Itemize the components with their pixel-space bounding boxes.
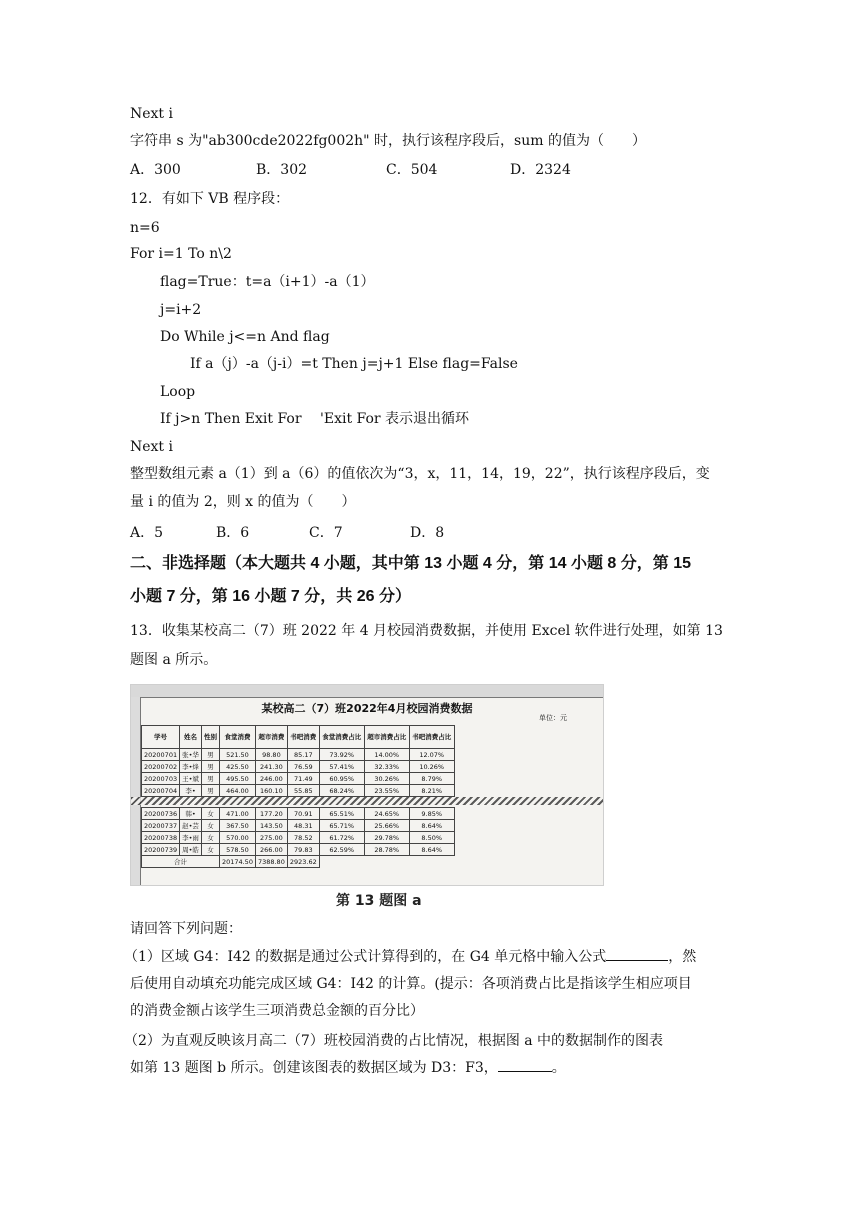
code-line: Do While j<=n And flag: [160, 329, 330, 345]
table-cell: 赵•芸: [180, 820, 202, 832]
table-cell: 143.50: [255, 820, 287, 832]
table-cell: 男: [201, 785, 219, 797]
table-cell: 425.50: [219, 761, 255, 773]
answer-blank-1[interactable]: [606, 946, 668, 961]
header-cell: 书吧消费占比: [409, 726, 454, 749]
table-cell: 367.50: [219, 820, 255, 832]
table-row: [142, 820, 455, 832]
table-cell: 20200739: [142, 844, 180, 856]
part-2-text: 如第 13 题图 b 所示。创建该图表的数据区域为 D3：F3，: [130, 1060, 498, 1076]
header-cell: 超市消费占比: [364, 726, 409, 749]
q12-option-a: A．5: [130, 525, 164, 541]
header-row: [142, 726, 455, 749]
part-1-text: （1）区域 G4：I42 的数据是通过公式计算得到的，在 G4 单元格中输入公式: [124, 949, 607, 965]
table-row: [142, 832, 455, 844]
total-cell: 2923.62: [287, 856, 319, 868]
code-line: Next i: [130, 439, 173, 455]
q12-stem-line1: 整型数组元素 a（1）到 a（6）的值依次为“3，x，11，14，19，22”，执行该程序段后，变: [130, 466, 710, 482]
q11-option-a: A．300: [130, 162, 181, 178]
table-cell: 65.71%: [319, 820, 364, 832]
part-2-text: （2）为直观反映该月高二（7）班校园消费的占比情况，根据图 a 中的数据制作的图表: [124, 1033, 664, 1049]
spreadsheet-figure: [130, 684, 604, 886]
q11-option-c: C．504: [386, 162, 438, 178]
code-line: If a（j）-a（j-i）=t Then j=j+1 Else flag=False: [190, 356, 518, 372]
header-cell: 超市消费: [255, 726, 287, 749]
table-cell: 20200738: [142, 832, 180, 844]
sheet-title: 某校高二（7）班2022年4月校园消费数据: [261, 702, 473, 715]
header-cell: 食堂消费: [219, 726, 255, 749]
table-cell: 女: [201, 832, 219, 844]
table-row: [142, 761, 455, 773]
q11-option-d: D．2324: [510, 162, 571, 178]
table-cell: 578.50: [219, 844, 255, 856]
table-cell: 98.80: [255, 749, 287, 761]
table-cell: 25.66%: [364, 820, 409, 832]
table-cell: 521.50: [219, 749, 255, 761]
table-cell: 12.07%: [409, 749, 454, 761]
table-cell: 68.24%: [319, 785, 364, 797]
table-cell: 28.78%: [364, 844, 409, 856]
table-cell: 8.50%: [409, 832, 454, 844]
table-cell: 8.64%: [409, 820, 454, 832]
total-cell: 20174.50: [219, 856, 255, 868]
figure-caption: 第 13 题图 a: [336, 893, 422, 909]
table-cell: 李•: [180, 785, 202, 797]
table-cell: 9.85%: [409, 808, 454, 820]
table-cell: 8.64%: [409, 844, 454, 856]
table-cell: 76.59: [287, 761, 319, 773]
table-cell: 韩•: [180, 808, 202, 820]
table-cell: 65.51%: [319, 808, 364, 820]
q12-option-b: B．6: [216, 525, 250, 541]
torn-edge: [131, 797, 603, 805]
code-line: j=i+2: [160, 302, 202, 318]
total-row: [142, 856, 455, 868]
q12-option-c: C．7: [309, 525, 343, 541]
answer-blank-2[interactable]: [498, 1057, 552, 1072]
table-cell: 20200703: [142, 773, 180, 785]
table-cell: 20200702: [142, 761, 180, 773]
table-cell: 29.78%: [364, 832, 409, 844]
header-cell: 学号: [142, 726, 180, 749]
table-cell: 73.92%: [319, 749, 364, 761]
table-cell: 李•雨: [180, 832, 202, 844]
table-cell: 160.10: [255, 785, 287, 797]
part-1-text: 后使用自动填充功能完成区域 G4：I42 的计算。(提示：各项消费占比是指该学生相应项目: [130, 976, 692, 992]
table-cell: 张•华: [180, 749, 202, 761]
table-cell: 14.00%: [364, 749, 409, 761]
table-cell: 177.20: [255, 808, 287, 820]
code-line: n=6: [130, 220, 160, 236]
table-cell: 20200704: [142, 785, 180, 797]
table-cell: 275.00: [255, 832, 287, 844]
table-cell: 男: [201, 761, 219, 773]
q11-option-b: B．302: [256, 162, 308, 178]
q11-options: [130, 160, 571, 180]
table-cell: 570.00: [219, 832, 255, 844]
part-2-text: 。: [551, 1060, 566, 1076]
table-cell: 23.55%: [364, 785, 409, 797]
table-cell: 464.00: [219, 785, 255, 797]
section-heading-line1: 二、非选择题（本大题共 4 小题，其中第 13 小题 4 分，第 14 小题 8 分，第 15: [130, 555, 691, 572]
table-cell: 78.52: [287, 832, 319, 844]
code-line: flag=True：t=a（i+1）-a（1）: [160, 274, 375, 290]
table-cell: 8.79%: [409, 773, 454, 785]
q12-title: 12．有如下 VB 程序段：: [130, 191, 290, 207]
total-label: 合计: [142, 856, 220, 868]
header-cell: 性别: [201, 726, 219, 749]
part-1-text: 的消费金额占该学生三项消费总金额的百分比）: [130, 1003, 424, 1019]
table-row: [142, 785, 455, 797]
table-cell: 241.30: [255, 761, 287, 773]
instruction: 请回答下列问题：: [130, 921, 242, 937]
code-line: For i=1 To n\2: [130, 246, 232, 262]
row-header-bar: [131, 697, 141, 885]
table-cell: 85.17: [287, 749, 319, 761]
part-2: [124, 1028, 730, 1082]
q12-option-d: D．8: [410, 525, 445, 541]
table-cell: 48.31: [287, 820, 319, 832]
table-row: [142, 808, 455, 820]
table-cell: 266.00: [255, 844, 287, 856]
table-cell: 10.26%: [409, 761, 454, 773]
table-cell: 61.72%: [319, 832, 364, 844]
table-cell: 24.65%: [364, 808, 409, 820]
code-comment: 'Exit For 表示退出循环: [320, 411, 470, 427]
table-cell: 246.00: [255, 773, 287, 785]
header-cell: 书吧消费: [287, 726, 319, 749]
total-cell: 7388.80: [255, 856, 287, 868]
sheet-unit: 单位：元: [539, 714, 567, 722]
table-row: [142, 844, 455, 856]
table-cell: 20200737: [142, 820, 180, 832]
q11-stem: 字符串 s 为"ab300cde2022fg002h" 时，执行该程序段后，sum 的值为（ ）: [130, 133, 646, 149]
table-cell: 79.83: [287, 844, 319, 856]
table-cell: 李•烽: [180, 761, 202, 773]
table-cell: 55.85: [287, 785, 319, 797]
table-cell: 71.49: [287, 773, 319, 785]
code-line: Loop: [160, 384, 196, 400]
header-cell: 姓名: [180, 726, 202, 749]
q13-stem-line2: 题图 a 所示。: [130, 652, 218, 668]
table-cell: 471.00: [219, 808, 255, 820]
table-row: [142, 749, 455, 761]
table-cell: 30.26%: [364, 773, 409, 785]
q13-stem-line1: 13．收集某校高二（7）班 2022 年 4 月校园消费数据，并使用 Excel 软件进行处理，如第 13: [130, 623, 723, 639]
table-cell: 20200701: [142, 749, 180, 761]
table-cell: 60.95%: [319, 773, 364, 785]
table-cell: 女: [201, 808, 219, 820]
code-line-next-i: Next i: [130, 106, 173, 122]
code-line: If j>n Then Exit For: [160, 411, 302, 427]
table-cell: 8.21%: [409, 785, 454, 797]
table-cell: 男: [201, 749, 219, 761]
table-cell: 62.59%: [319, 844, 364, 856]
table-cell: 女: [201, 820, 219, 832]
column-header-bar: [131, 685, 603, 698]
table-cell: 男: [201, 773, 219, 785]
part-1-text: ，然: [668, 949, 697, 965]
header-cell: 食堂消费占比: [319, 726, 364, 749]
table-cell: 57.41%: [319, 761, 364, 773]
table-cell: 70.91: [287, 808, 319, 820]
part-1: [124, 944, 730, 1025]
table-cell: 女: [201, 844, 219, 856]
table-cell: 王•斌: [180, 773, 202, 785]
q12-options: [130, 523, 444, 543]
table-cell: 20200736: [142, 808, 180, 820]
table-cell: 32.33%: [364, 761, 409, 773]
section-heading-line2: 小题 7 分，第 16 小题 7 分，共 26 分）: [130, 588, 411, 605]
table-row: [142, 773, 455, 785]
table-cell: 495.50: [219, 773, 255, 785]
q12-stem-line2: 量 i 的值为 2，则 x 的值为（ ）: [130, 494, 356, 510]
table-cell: 周•皓: [180, 844, 202, 856]
